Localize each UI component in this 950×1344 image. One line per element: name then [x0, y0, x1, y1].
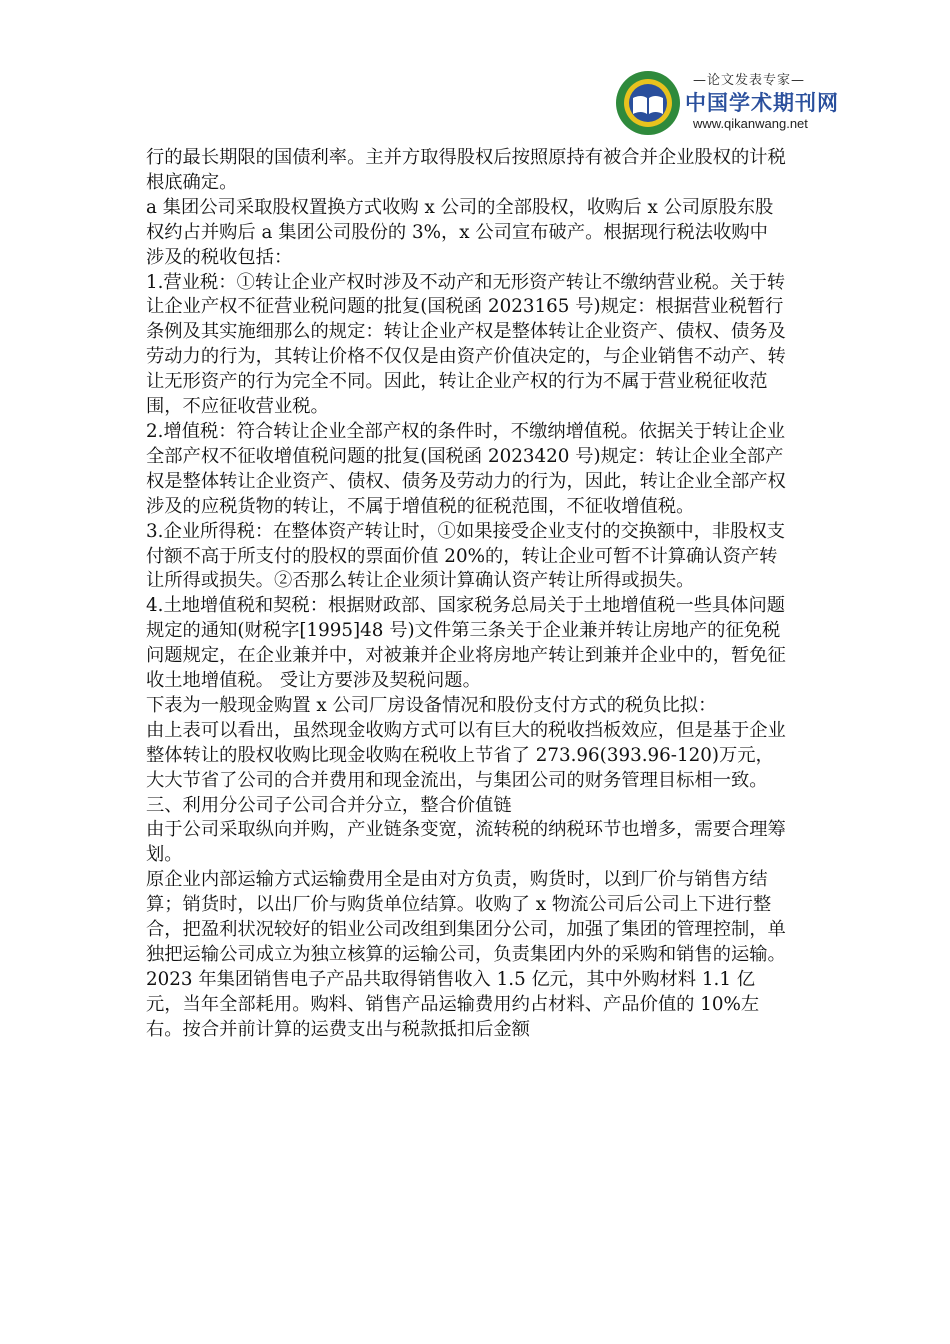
section-heading: 三、利用分公司子公司合并分立，整合价值链	[146, 794, 512, 816]
logo-name: 中国学术期刊网	[685, 91, 839, 115]
paragraph: 由上表可以看出，虽然现金收购方式可以有巨大的税收挡板效应，但是基于企业整体转让的股权收购比现金收购在税收上节省了 273.96(393.96-120)万元，大大节省了公司的合并费用和现金流出，与集团公司的财务管理目标相一致。	[146, 719, 786, 791]
book-globe-icon	[615, 70, 681, 136]
paragraph: 行的最长期限的国债利率。主并方取得股权后按照原持有被合并企业股权的计税根底确定。	[146, 147, 786, 193]
paragraph: a 集团公司采取股权置换方式收购 x 公司的全部股权，收购后 x 公司原股东股权约占并购后 a 集团公司股份的 3%，x 公司宣布破产。根据现行税法收购中涉及的税收包括：	[146, 196, 774, 268]
document-body	[146, 146, 786, 1043]
paragraph: 1.营业税：①转让企业产权时涉及不动产和无形资产转让不缴纳营业税。关于转让企业产权不征营业税问题的批复(国税函 2023165 号)规定：根据营业税暂行条例及其实施细那么的规定：转让企业产权是整体转让企业资产、债权、债务及劳动力的行为，其转让价格不仅仅是由资产价值决定的，与企业销售不动产、转让无形资产的行为完全不同。因此，转让企业产权的行为不属于营业税征收范围，不应征收营业税。	[146, 271, 786, 418]
paragraph: 2023 年集团销售电子产品共取得销售收入 1.5 亿元，其中外购材料 1.1 亿元，当年全部耗用。购料、销售产品运输费用约占材料、产品价值的 10%左右。按合并前计算的运费支出与税款抵扣后金额	[146, 968, 760, 1040]
paragraph: 2.增值税：符合转让企业全部产权的条件时，不缴纳增值税。依据关于转让企业全部产权不征收增值税问题的批复(国税函 2023420 号)规定：转让企业全部产权是整体转让企业资产、债权、债务及劳动力的行为，因此，转让企业全部产权涉及的应税货物的转让，不属于增值税的征税范围，不征收增值税。	[146, 420, 786, 517]
logo-tagline: —论文发表专家—	[693, 73, 806, 88]
logo-url: www.qikanwang.net	[693, 116, 808, 131]
site-logo	[615, 70, 915, 140]
paragraph: 由于公司采取纵向并购，产业链条变宽，流转税的纳税环节也增多，需要合理筹划。	[146, 819, 786, 866]
paragraph: 4.土地增值税和契税：根据财政部、国家税务总局关于土地增值税一些具体问题规定的通知(财税字[1995]48 号)文件第三条关于企业兼并转让房地产的征免税问题规定，在企业兼并中，对被兼并企业将房地产转让到兼并企业中的，暂免征收土地增值税。 受让方要涉及契税问题。	[146, 595, 786, 692]
paragraph: 下表为一般现金购置 x 公司厂房设备情况和股份支付方式的税负比拟：	[146, 694, 717, 716]
paragraph: 原企业内部运输方式运输费用全是由对方负责，购货时，以到厂价与销售方结算；销货时，以出厂价与购货单位结算。收购了 x 物流公司后公司上下进行整合，把盈利状况较好的铝业公司改组到集团分公司，加强了集团的管理控制，单独把运输公司成立为独立核算的运输公司，负责集团内外的采购和销售的运输。	[146, 869, 786, 965]
paragraph: 3.企业所得税：在整体资产转让时，①如果接受企业支付的交换额中，非股权支付额不高于所支付的股权的票面价值 20%的，转让企业可暂不计算确认资产转让所得或损失。②否那么转让企业须计算确认资产转让所得或损失。	[146, 520, 786, 592]
